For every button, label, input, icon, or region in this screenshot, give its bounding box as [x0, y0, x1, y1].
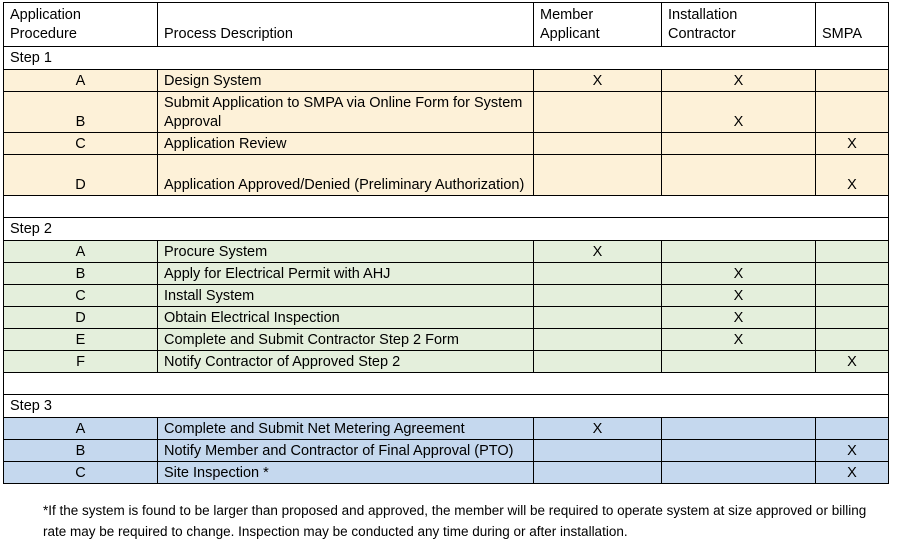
header-smpa: SMPA	[816, 3, 889, 47]
step-heading-row	[4, 47, 889, 70]
smpa-mark	[816, 241, 889, 263]
member-applicant-mark	[534, 307, 662, 329]
procedure-letter: A	[4, 70, 158, 92]
process-description: Submit Application to SMPA via Online Form for System Approval	[158, 92, 534, 133]
table-row	[4, 241, 889, 263]
member-applicant-mark	[534, 285, 662, 307]
member-applicant-mark: X	[534, 418, 662, 440]
process-description: Apply for Electrical Permit with AHJ	[158, 263, 534, 285]
smpa-mark	[816, 92, 889, 133]
procedure-letter: A	[4, 418, 158, 440]
step-heading-row	[4, 218, 889, 241]
procedure-letter: F	[4, 351, 158, 373]
smpa-mark	[816, 70, 889, 92]
smpa-mark: X	[816, 440, 889, 462]
step-heading-row	[4, 395, 889, 418]
member-applicant-mark: X	[534, 241, 662, 263]
process-description: Complete and Submit Net Metering Agreement	[158, 418, 534, 440]
member-applicant-mark	[534, 133, 662, 155]
smpa-mark	[816, 263, 889, 285]
member-applicant-mark	[534, 329, 662, 351]
procedure-letter: C	[4, 462, 158, 484]
member-applicant-mark	[534, 462, 662, 484]
process-description: Install System	[158, 285, 534, 307]
smpa-mark	[816, 307, 889, 329]
installation-contractor-mark: X	[662, 307, 816, 329]
table-row	[4, 329, 889, 351]
process-description: Design System	[158, 70, 534, 92]
table-row	[4, 307, 889, 329]
smpa-mark: X	[816, 155, 889, 196]
procedure-letter: B	[4, 92, 158, 133]
installation-contractor-mark	[662, 133, 816, 155]
smpa-mark	[816, 418, 889, 440]
procedure-letter: D	[4, 307, 158, 329]
table-row	[4, 263, 889, 285]
table-row	[4, 351, 889, 373]
procedure-letter: C	[4, 285, 158, 307]
table-row	[4, 155, 889, 196]
process-description: Notify Contractor of Approved Step 2	[158, 351, 534, 373]
footnote: *If the system is found to be larger than proposed and approved, the member will be required to operate system at size approved or billing rate may be required to change. Inspection may be conducted any time during or after installation.	[43, 503, 867, 539]
table-row	[4, 133, 889, 155]
step-label: Step 3	[4, 395, 889, 418]
table-row	[4, 462, 889, 484]
smpa-mark: X	[816, 133, 889, 155]
process-description: Site Inspection *	[158, 462, 534, 484]
process-description: Notify Member and Contractor of Final Approval (PTO)	[158, 440, 534, 462]
header-contractor: Installation Contractor	[662, 3, 816, 47]
smpa-mark	[816, 329, 889, 351]
header-member: Member Applicant	[534, 3, 662, 47]
installation-contractor-mark: X	[662, 329, 816, 351]
table-row	[4, 92, 889, 133]
spacer-cell	[4, 373, 889, 395]
installation-contractor-mark: X	[662, 263, 816, 285]
installation-contractor-mark	[662, 440, 816, 462]
header-description: Process Description	[158, 3, 534, 47]
installation-contractor-mark	[662, 351, 816, 373]
installation-contractor-mark	[662, 155, 816, 196]
installation-contractor-mark	[662, 462, 816, 484]
procedure-letter: B	[4, 263, 158, 285]
smpa-mark: X	[816, 462, 889, 484]
member-applicant-mark	[534, 263, 662, 285]
procedure-letter: B	[4, 440, 158, 462]
spacer-row	[4, 196, 889, 218]
spacer-cell	[4, 196, 889, 218]
table-row	[4, 70, 889, 92]
smpa-mark	[816, 285, 889, 307]
net-metering-process-table	[3, 2, 889, 484]
procedure-letter: E	[4, 329, 158, 351]
member-applicant-mark: X	[534, 70, 662, 92]
process-description: Obtain Electrical Inspection	[158, 307, 534, 329]
process-description: Procure System	[158, 241, 534, 263]
member-applicant-mark	[534, 440, 662, 462]
member-applicant-mark	[534, 155, 662, 196]
member-applicant-mark	[534, 92, 662, 133]
installation-contractor-mark: X	[662, 285, 816, 307]
spacer-row	[4, 373, 889, 395]
installation-contractor-mark	[662, 241, 816, 263]
procedure-letter: A	[4, 241, 158, 263]
table-row	[4, 285, 889, 307]
table-row	[4, 418, 889, 440]
process-description: Application Review	[158, 133, 534, 155]
procedure-letter: C	[4, 133, 158, 155]
process-description: Application Approved/Denied (Preliminary Authorization)	[158, 155, 534, 196]
step-label: Step 2	[4, 218, 889, 241]
smpa-mark: X	[816, 351, 889, 373]
member-applicant-mark	[534, 351, 662, 373]
installation-contractor-mark: X	[662, 70, 816, 92]
installation-contractor-mark	[662, 418, 816, 440]
header-row	[4, 3, 889, 47]
procedure-letter: D	[4, 155, 158, 196]
installation-contractor-mark: X	[662, 92, 816, 133]
header-procedure: Application Procedure	[4, 3, 158, 47]
table-row	[4, 440, 889, 462]
process-description: Complete and Submit Contractor Step 2 Form	[158, 329, 534, 351]
step-label: Step 1	[4, 47, 889, 70]
